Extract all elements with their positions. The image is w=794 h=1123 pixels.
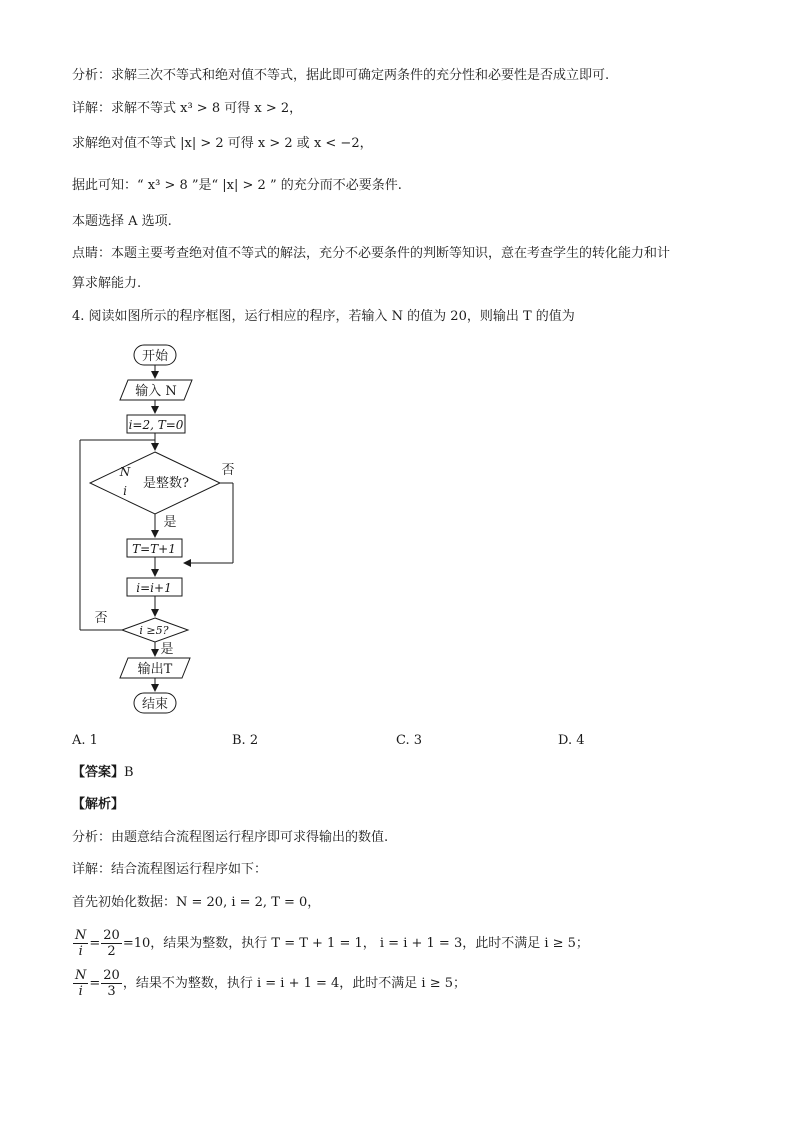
- conclusion-line: 据此可知：“ x³ > 8 ”是“ |x| > 2 ” 的充分而不必要条件.: [72, 178, 402, 193]
- start-label: 开始: [141, 349, 169, 364]
- yes-label-2: 是: [160, 642, 174, 657]
- choice-b: B. 2: [232, 733, 259, 748]
- cond1-numerator: N: [119, 465, 131, 479]
- question-4: 4. 阅读如图所示的程序框图，运行相应的程序，若输入 N 的值为 20，则输出 T 的值为: [72, 309, 575, 324]
- analysis-init: 首先初始化数据：N = 20, i = 2, T = 0，: [72, 895, 321, 910]
- step-i-label: i=i+1: [136, 581, 172, 595]
- analysis-step-1: $\frac{N}{i}$ = $\frac{20}{2}$ =10，结果为整数，执行 T = T + 1 = 1， i = i + 1 = 3，此时不满足 i ≥ 5；: [75, 928, 589, 959]
- analysis-detail: 详解：结合流程图运行程序如下：: [72, 862, 268, 877]
- init-label: i=2, T=0: [128, 418, 184, 432]
- choice-d: D. 4: [558, 733, 585, 748]
- analysis-step-2: $\frac{N}{i}$ = $\frac{20}{3}$ ，结果不为整数，执行 i = i + 1 = 4，此时不满足 i ≥ 5；: [75, 968, 467, 999]
- input-label: 输入 N: [135, 384, 177, 399]
- comment-line: 点睛：本题主要考查绝对值不等式的解法，充分不必要条件的判断等知识，意在考查学生的转化能力和计: [72, 246, 671, 261]
- no-label-2: 否: [94, 611, 108, 626]
- fraction-n-over-i-2: $\frac{N}{i}$: [75, 968, 87, 999]
- cond1-label: 是整数?: [143, 476, 189, 491]
- yes-label-1: 是: [163, 515, 177, 530]
- answer-value: B: [124, 765, 134, 780]
- fraction-20-over-3: $\frac{20}{3}$: [103, 968, 120, 999]
- choice-statement: 本题选择 A 选项.: [72, 214, 172, 229]
- analysis-label: 【解析】: [72, 797, 125, 812]
- answer-line: [72, 763, 134, 783]
- fraction-n-over-i: $\frac{N}{i}$: [75, 928, 87, 959]
- analysis-line: 分析：求解三次不等式和绝对值不等式，据此即可确定两条件的充分性和必要性是否成立即可.: [72, 68, 610, 83]
- detail-line-2: 求解绝对值不等式 |x| > 2 可得 x > 2 或 x < −2，: [72, 136, 373, 151]
- choice-a: A. 1: [72, 733, 98, 748]
- end-label: 结束: [141, 697, 169, 712]
- answer-label: 【答案】: [72, 765, 125, 780]
- comment-line-2: 算求解能力.: [72, 276, 142, 291]
- step-2-text: ，结果不为整数，执行 i = i + 1 = 4，此时不满足 i ≥ 5；: [122, 976, 467, 991]
- output-label: 输出T: [137, 662, 173, 677]
- analysis-summary: 分析：由题意结合流程图运行程序即可求得输出的数值.: [72, 830, 389, 845]
- step-t-label: T=T+1: [132, 542, 176, 556]
- fraction-20-over-2: $\frac{20}{2}$: [103, 928, 120, 959]
- flowchart: [70, 340, 270, 720]
- choice-c: C. 3: [396, 733, 423, 748]
- cond2-label: i ≥5?: [139, 624, 169, 637]
- step-1-text: =10，结果为整数，执行 T = T + 1 = 1， i = i + 1 = 3，此时不满足 i ≥ 5；: [122, 936, 589, 951]
- detail-line: 详解：求解不等式 x³ > 8 可得 x > 2，: [72, 101, 303, 116]
- cond1-denominator: i: [123, 484, 127, 498]
- no-label-1: 否: [221, 463, 235, 478]
